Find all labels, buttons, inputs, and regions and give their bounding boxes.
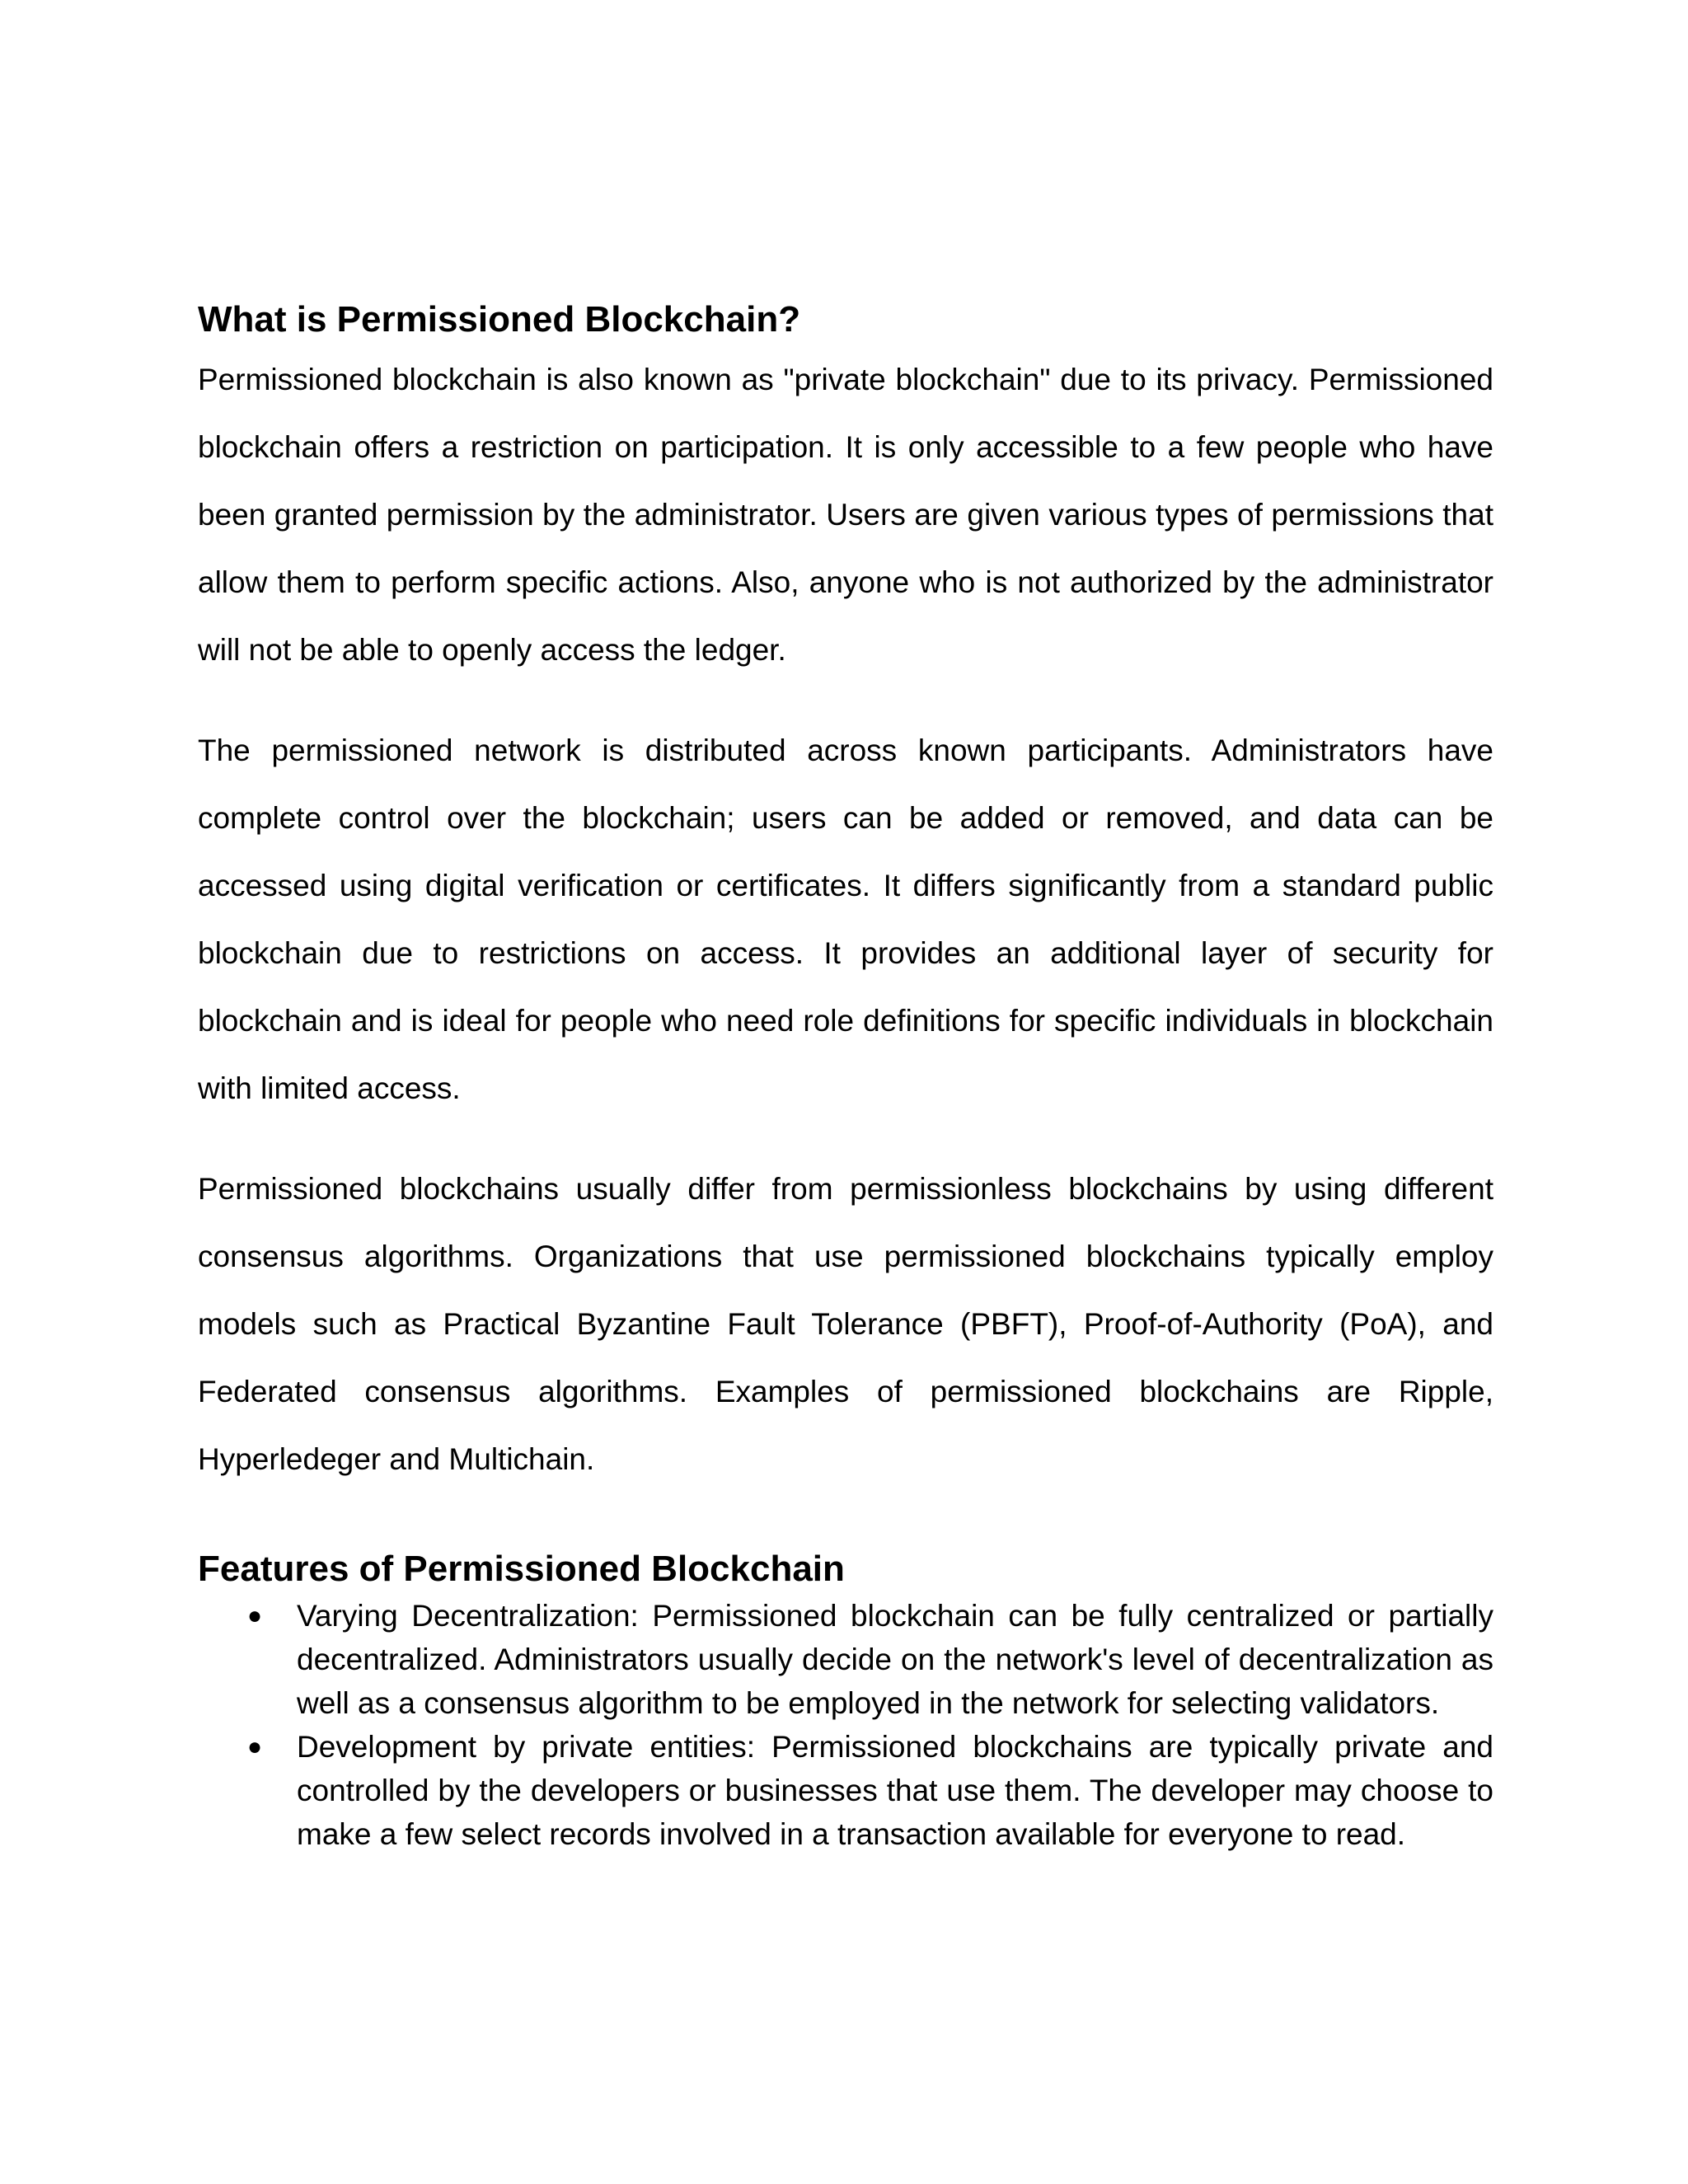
paragraph-consensus-algorithms: Permissioned blockchains usually differ from permissionless blockchains by using different consensus algorithms. Organizations that use permissioned blockchains typically employ models such as Practical Byzantine Fault Tolerance (PBFT), Proof-of-Authority (PoA), and Federated consensus algorithms. Examples of permissioned blockchains are Ripple, Hyperledeger and Multichain. [198,1172,1493,1476]
features-list [198,1594,1493,1856]
list-item-text: Varying Decentralization: Permissioned blockchain can be fully centralized or partially decentralized. Administrators usually decide on the network's level of decentralization as well as a consensus algorithm to be employed in the network for selecting validators. [297,1599,1493,1720]
paragraph-private-blockchain: Permissioned blockchain is also known as "private blockchain" due to its privacy. Permissioned blockchain offers a restriction on participation. It is only accessible to a few people who have been granted permission by the administrator. Users are given various types of permissions that allow them to perform specific actions. Also, anyone who is not authorized by the administrator will not be able to openly access the ledger. [198,363,1493,667]
list-item [198,1725,1493,1856]
list-item [198,1594,1493,1725]
list-item-text: Development by private entities: Permissioned blockchains are typically private and controlled by the developers or businesses that use them. The developer may choose to make a few select records involved in a transaction available for everyone to read. [297,1730,1493,1851]
bullet-icon: ● [247,1602,263,1629]
bullet-icon: ● [247,1733,263,1760]
document-page [198,297,1493,1856]
paragraph-permissioned-network: The permissioned network is distributed across known participants. Administrators have complete control over the blockchain; users can be added or removed, and data can be accessed using digital verification or certificates. It differs significantly from a standard public blockchain due to restrictions on access. It provides an additional layer of security for blockchain and is ideal for people who need role definitions for specific individuals in blockchain with limited access. [198,733,1493,1105]
section-heading-features: Features of Permissioned Blockchain [198,1549,845,1589]
section-heading-what-is: What is Permissioned Blockchain? [198,299,801,340]
